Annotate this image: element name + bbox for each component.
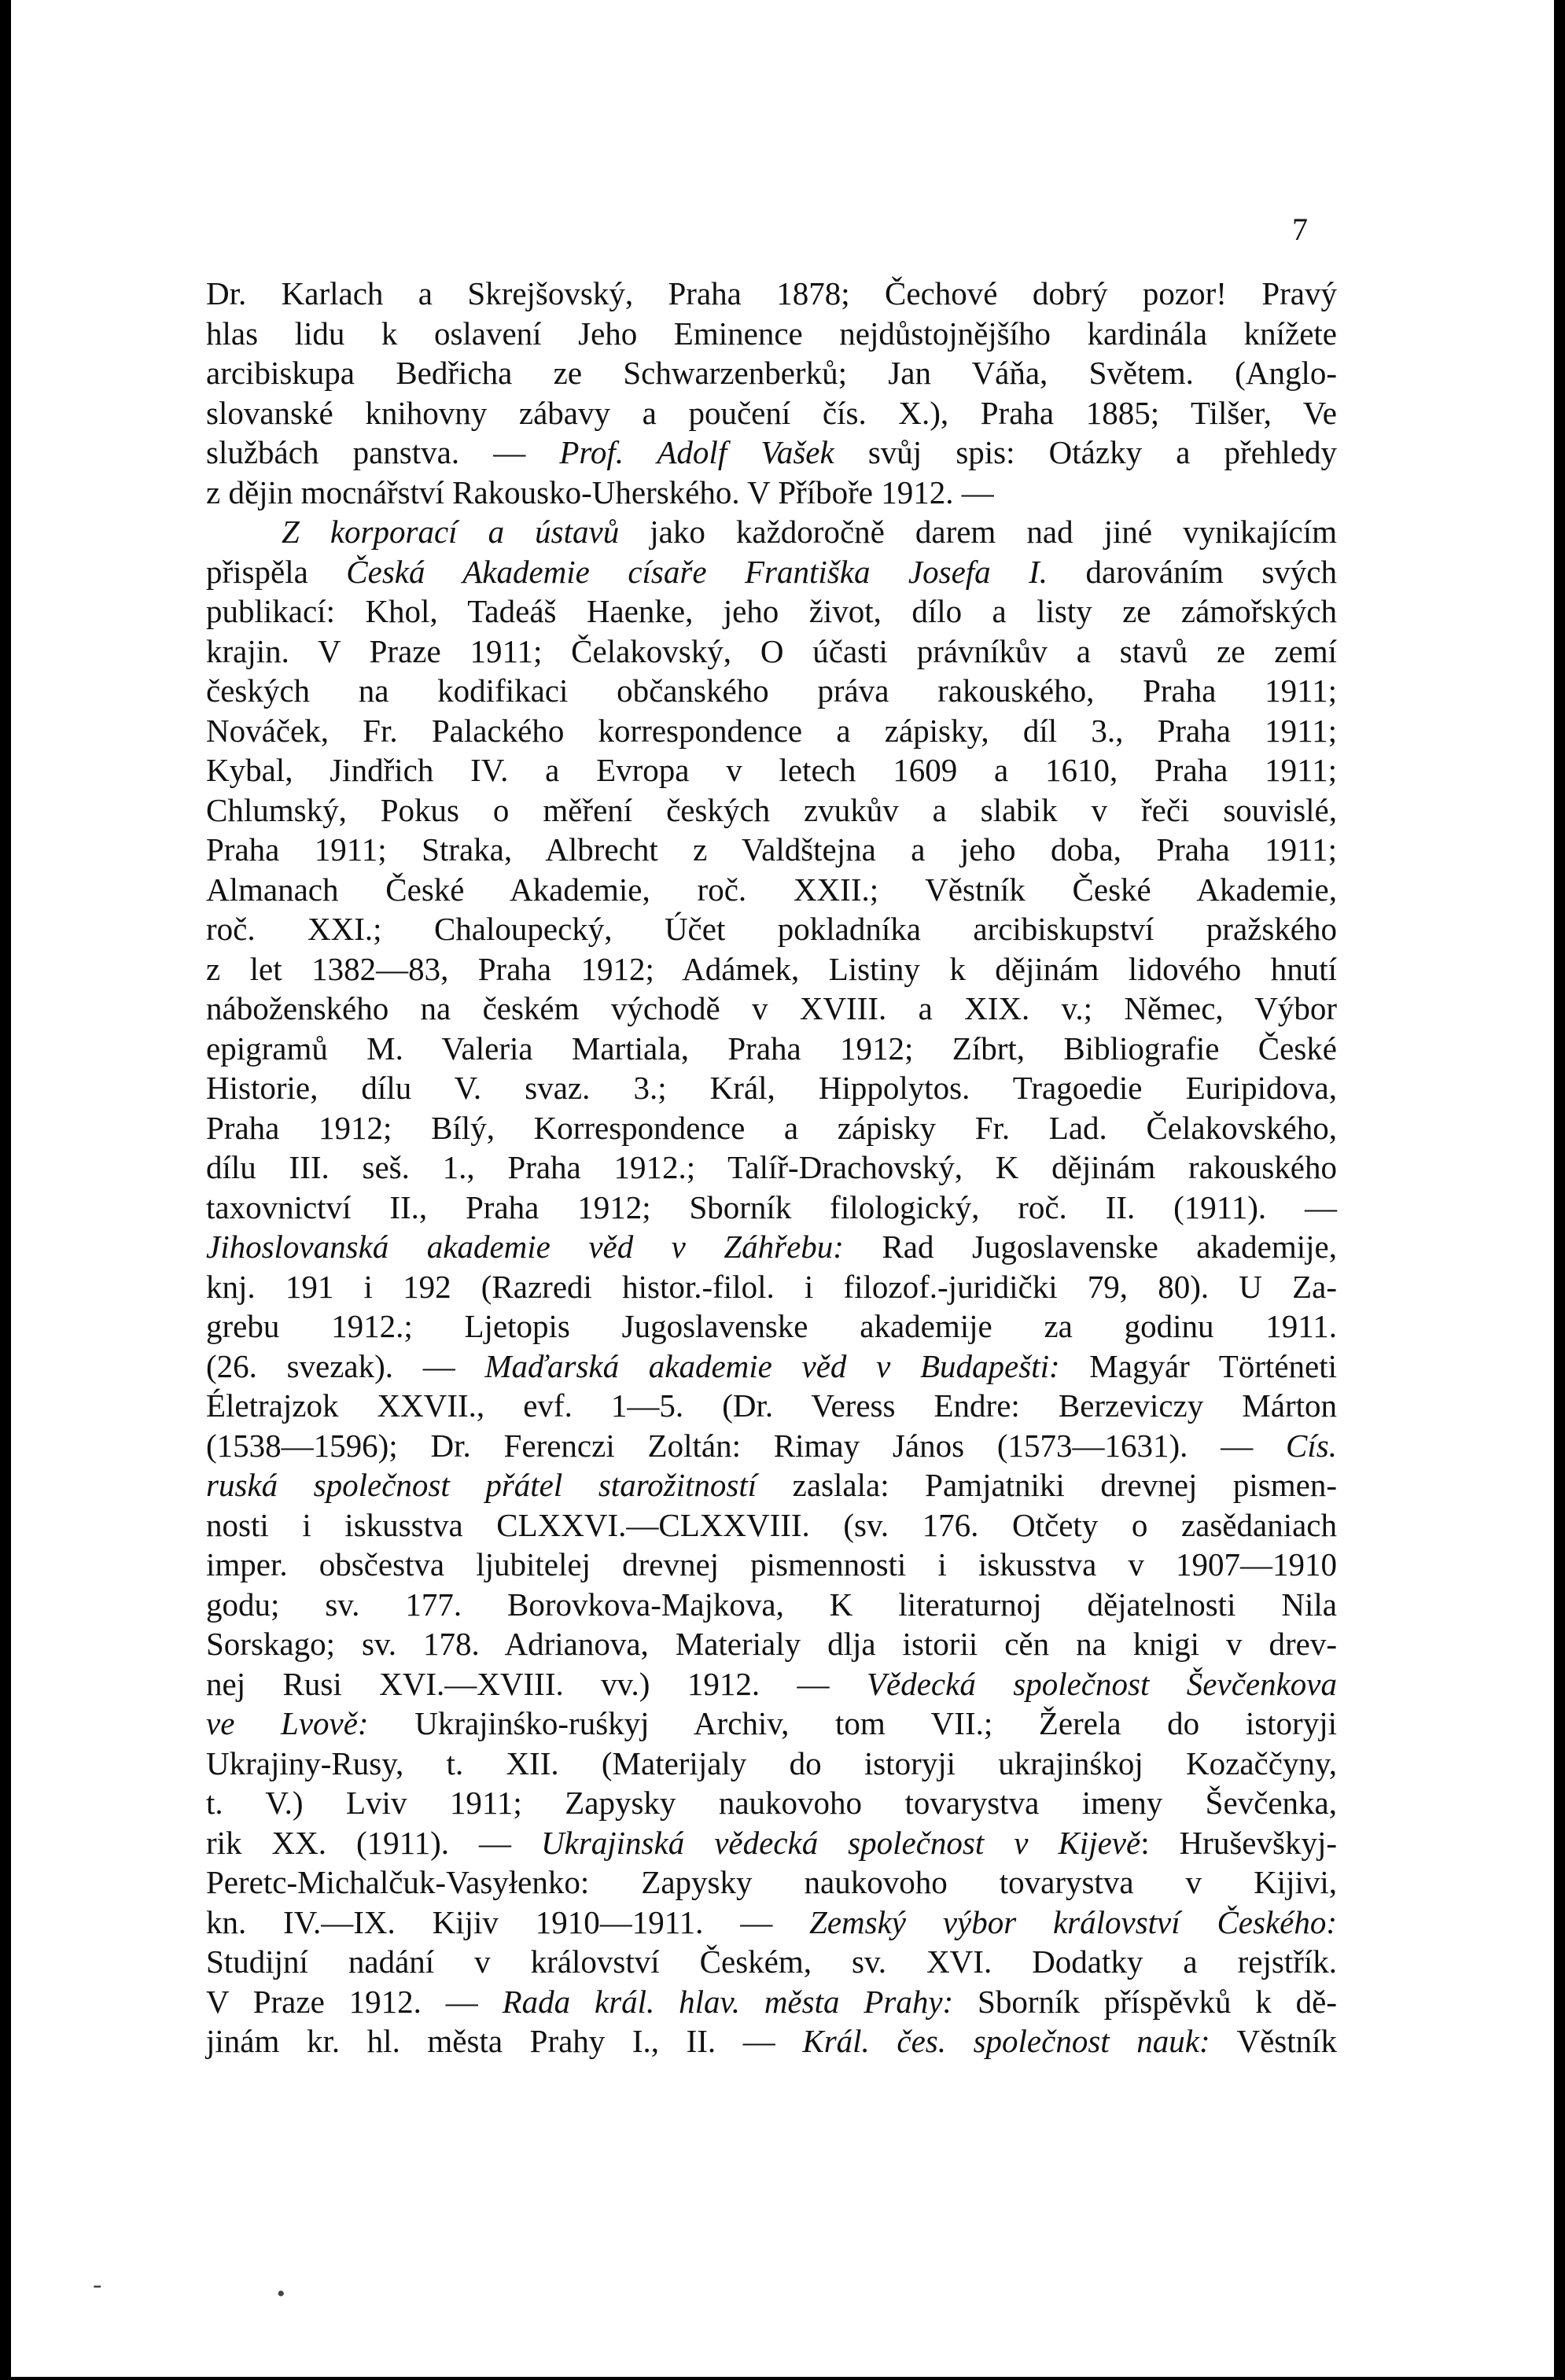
text-line: náboženského na českém východě v XVIII. a XIX. v.; Němec, Výbor: [206, 990, 1337, 1026]
text-line: Chlumský, Pokus o měření českých zvukův a slabik v řeči souvislé,: [206, 791, 1337, 828]
scan-mark-dot: •: [277, 2281, 285, 2307]
text-line: ve Lvově: Ukrajinśko-ruśkyj Archiv, tom VII.; Žerela do istoryji: [206, 1705, 1337, 1741]
text-line: arcibiskupa Bedřicha ze Schwarzenberků; Jan Váňa, Světem. (Anglo-: [206, 355, 1337, 391]
scan-mark-dash: -: [93, 2270, 102, 2299]
text-line: Praha 1911; Straka, Albrecht z Valdštejna a jeho doba, Praha 1911;: [206, 831, 1337, 868]
text-line: Sorskago; sv. 178. Adrianova, Materialy dlja istorii cěn na knigi v drev-: [206, 1626, 1337, 1662]
text-line: rik XX. (1911). — Ukrajinská vědecká společnost v Kijevě: Hruševškyj-: [206, 1824, 1337, 1861]
text-line: kn. IV.—IX. Kijiv 1910—1911. — Zemský výbor království Českého:: [206, 1903, 1338, 1940]
text-line: krajin. V Praze 1911; Čelakovský, O účasti právníkův a stavů ze zemí: [206, 632, 1337, 669]
text-line: českých na kodifikaci občanského práva rakouského, Praha 1911;: [206, 672, 1337, 709]
text-line: jinám kr. hl. města Prahy I., II. — Král. čes. společnost nauk: Věstník: [206, 2023, 1338, 2059]
text-line: dílu III. seš. 1., Praha 1912.; Talíř-Drachovský, K dějinám rakouského: [206, 1149, 1337, 1185]
text-line: Ukrajiny-Rusy, t. XII. (Materijaly do istoryji ukrajinśkoj Kozaččyny,: [206, 1744, 1337, 1781]
page-number: 7: [1292, 212, 1308, 247]
text-line: Historie, dílu V. svaz. 3.; Král, Hippolytos. Tragoedie Euripidova,: [206, 1070, 1337, 1106]
text-line: (1538—1596); Dr. Ferenczi Zoltán: Rimay János (1573—1631). — Cís.: [206, 1427, 1337, 1464]
text-line: Studijní nadání v království Českém, sv. XVI. Dodatky a rejstřík.: [206, 1943, 1337, 1980]
text-line: Praha 1912; Bílý, Korrespondence a zápisky Fr. Lad. Čelakovského,: [206, 1109, 1337, 1146]
text-line: godu; sv. 177. Borovkova-Majkova, K literaturnoj dějatelnosti Nila: [206, 1586, 1337, 1623]
body-text: [206, 274, 1337, 2061]
text-line: publikací: Khol, Tadeáš Haenke, jeho život, dílo a listy ze zámořských: [206, 593, 1337, 629]
text-line: z dějin mocnářství Rakousko-Uherského. V Příboře 1912. —: [206, 473, 994, 510]
text-line: imper. obsčestva ljubitelej drevnej pismennosti i iskusstva v 1907—1910: [206, 1546, 1337, 1582]
text-line: z let 1382—83, Praha 1912; Adámek, Listiny k dějinám lidového hnutí: [206, 950, 1337, 987]
text-line: V Praze 1912. — Rada král. hlav. města Prahy: Sborník příspěvků k dě-: [206, 1983, 1338, 2020]
text-line: přispěla Česká Akademie císaře Františka Josefa I. darováním svých: [206, 553, 1338, 590]
text-line: Nováček, Fr. Palackého korrespondence a zápisky, díl 3., Praha 1911;: [206, 712, 1337, 749]
text-line: Almanach České Akademie, roč. XXII.; Věstník České Akademie,: [206, 871, 1337, 908]
text-line: ruská společnost přátel starožitností zaslala: Pamjatniki drevnej pismen-: [206, 1467, 1337, 1503]
text-line: slovanské knihovny zábavy a poučení čís. X.), Praha 1885; Tilšer, Ve: [206, 394, 1337, 431]
text-line: Z korporací a ústavů jako každoročně darem nad jiné vynikajícím: [282, 514, 1337, 550]
text-line: grebu 1912.; Ljetopis Jugoslavenske akademije za godinu 1911.: [206, 1308, 1337, 1344]
text-line: Peretc-Michalčuk-Vasyłenko: Zapysky naukovoho tovarystva v Kijivi,: [206, 1864, 1337, 1900]
text-line: Kybal, Jindřich IV. a Evropa v letech 1609 a 1610, Praha 1911;: [206, 752, 1337, 788]
text-line: knj. 191 i 192 (Razredi histor.-filol. i filozof.-juridički 79, 80). U Za-: [206, 1268, 1337, 1305]
text-line: Jihoslovanská akademie věd v Záhřebu: Rad Jugoslavenske akademije,: [206, 1229, 1337, 1265]
text-line: nej Rusi XVI.—XVIII. vv.) 1912. — Vědecká společnost Ševčenkova: [206, 1665, 1337, 1702]
text-line: t. V.) Lviv 1911; Zapysky naukovoho tovarystva imeny Ševčenka,: [206, 1785, 1337, 1821]
text-line: taxovnictví II., Praha 1912; Sborník filologický, roč. II. (1911). —: [206, 1188, 1337, 1225]
text-line: Dr. Karlach a Skrejšovský, Praha 1878; Čechové dobrý pozor! Pravý: [206, 275, 1337, 311]
text-line: (26. svezak). — Maďarská akademie věd v Budapešti: Magyár Történeti: [206, 1347, 1338, 1384]
text-line: hlas lidu k oslavení Jeho Eminence nejdůstojnějšího kardinála knížete: [206, 315, 1337, 352]
text-line: nosti i iskusstva CLXXVI.—CLXXVIII. (sv. 176. Otčety o zasědaniach: [206, 1506, 1337, 1543]
text-line: epigramů M. Valeria Martiala, Praha 1912; Zíbrt, Bibliografie České: [206, 1030, 1337, 1067]
book-page: [11, 0, 1554, 2377]
text-line: roč. XXI.; Chaloupecký, Účet pokladníka arcibiskupství pražského: [206, 911, 1337, 947]
text-line: Életrajzok XXVII., evf. 1—5. (Dr. Veress Endre: Berzeviczy Márton: [206, 1387, 1337, 1424]
text-line: službách panstva. — Prof. Adolf Vašek svůj spis: Otázky a přehledy: [206, 434, 1337, 470]
